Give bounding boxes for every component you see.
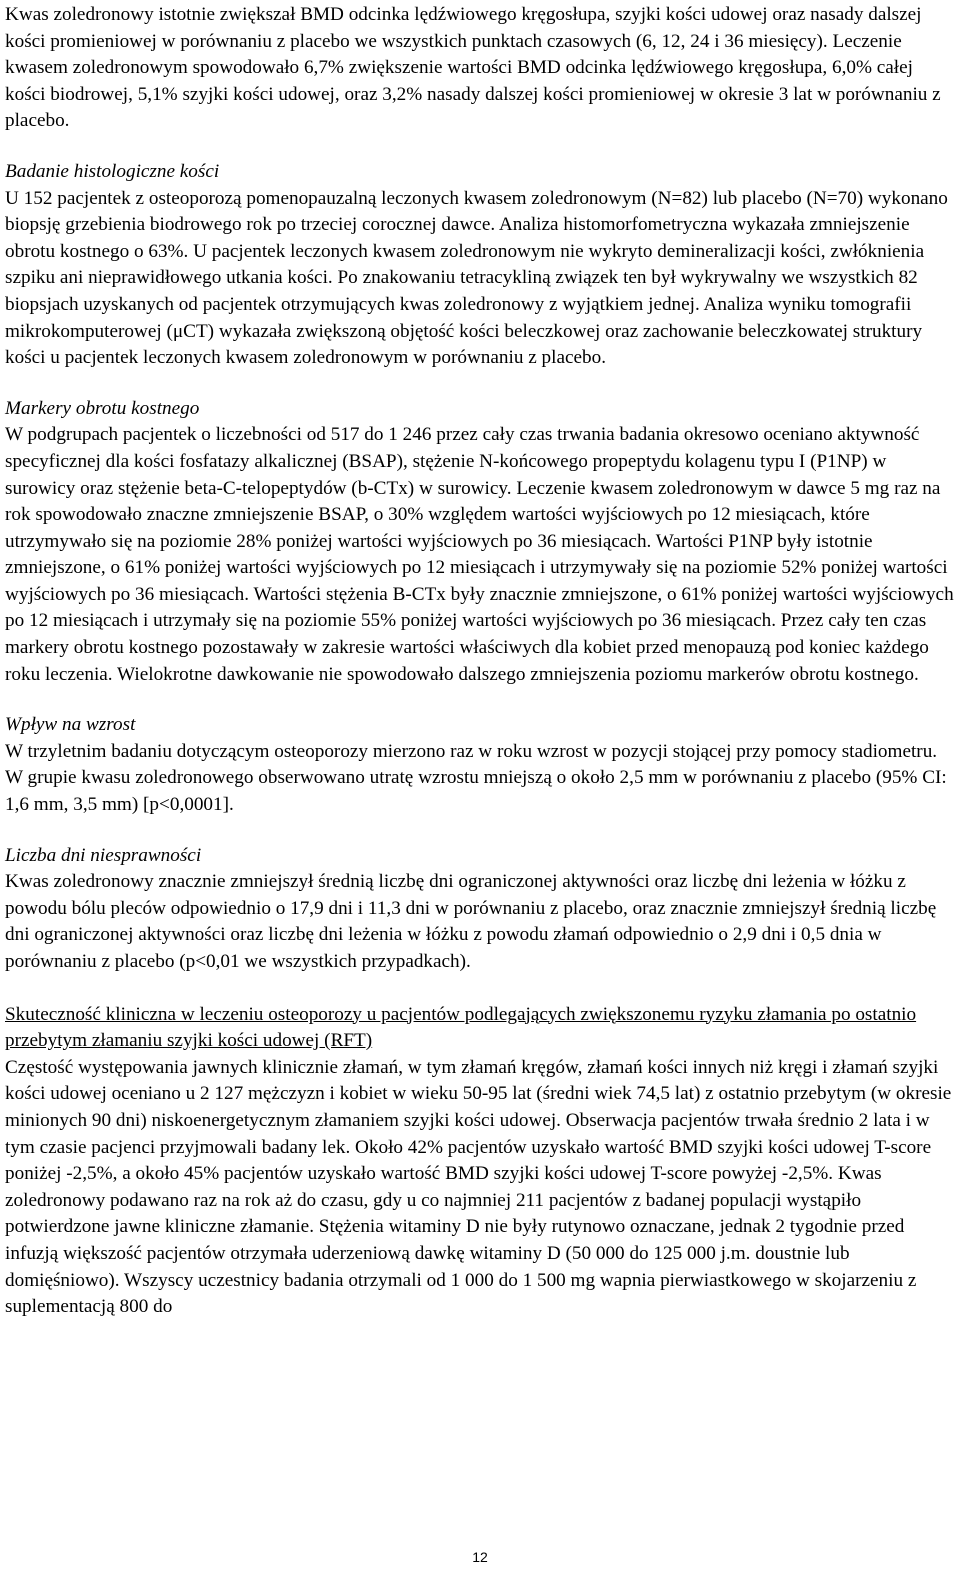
section-growth [5,712,955,818]
section-histology [5,159,955,372]
histology-heading: Badanie histologiczne kości [5,160,220,182]
section-markers [5,396,955,689]
section-disability [5,843,955,976]
rft-paragraph: Częstość występowania jawnych klinicznie złamań, w tym złamań kręgów, złamań kości innych niż kręgi i złamań szyjki kości udowej oceniano u 2 127 mężczyzn i kobiet w wieku 50-95 lat (średni wiek 74,5 lat) z ostatnio przebytym (w okresie minionych 90 dni) niskoenergetycznym złamaniem szyjki kości udowej. Obserwacja pacjentów trwała średnio 2 lata i w tym czasie pacjenci przyjmowali badany lek. Około 42% pacjentów uzyskało wartość BMD szyjki kości udowej T-score poniżej -2,5%, a około 45% pacjentów uzyskało wartość BMD szyjki kości udowej T-score powyżej -2,5%. Kwas zoledronowy podawano raz na rok aż do czasu, gdy u co najmniej 211 pacjentów z badanej populacji wystąpiło potwierdzone jawne kliniczne złamanie. Stężenia witaminy D nie były rutynowo oznaczane, jednak 2 tygodnie przed infuzją większość pacjentów otrzymała uderzeniową dawkę witaminy D (50 000 do 125 000 j.m. doustnie lub domięśniowo). Wszyscy uczestnicy badania otrzymali od 1 000 do 1 500 mg wapnia pierwiastkowego w skojarzeniu z suplementacją 800 do [5,1056,952,1318]
intro-paragraph: Kwas zoledronowy istotnie zwiększał BMD odcinka lędźwiowego kręgosłupa, szyjki kości udowej oraz nasady dalszej kości promieniowej w porównaniu z placebo we wszystkich punktach czasowych (6, 12, 24 i 36 miesięcy). Leczenie kwasem zoledronowym spowodowało 6,7% zwiększenie wartości BMD odcinka lędźwiowego kręgosłupa, 6,0% całej kości biodrowej, 5,1% szyjki kości udowej, oraz 3,2% nasady dalszej kości promieniowej w okresie 3 lat w porównaniu z placebo. [5,4,941,132]
markers-heading: Markery obrotu kostnego [5,397,200,419]
disability-paragraph: Kwas zoledronowy znacznie zmniejszył średnią liczbę dni ograniczonej aktywności oraz liczbę dni leżenia w łóżku z powodu bólu pleców odpowiednio o 17,9 dni i 11,3 dni w porównaniu z placebo, oraz znacznie zmniejszył średnią liczbę dni ograniczonej aktywności oraz liczbę dni leżenia w łóżku z powodu złamań odpowiednio o 2,9 dni i 0,5 dnia w porównaniu z placebo (p<0,01 we wszystkich przypadkach). [5,871,937,972]
section-rft [5,1002,955,1321]
page-number: 12 [472,1549,488,1565]
growth-paragraph: W trzyletnim badaniu dotyczącym osteoporozy mierzono raz w roku wzrost w pozycji stojącej przy pomocy stadiometru. W grupie kwasu zoledronowego obserwowano utratę wzrostu mniejszą o około 2,5 mm w porównaniu z placebo (95% CI: 1,6 mm, 3,5 mm) [p<0,0001]. [5,740,947,816]
histology-paragraph: U 152 pacjentek z osteoporozą pomenopauzalną leczonych kwasem zoledronowym (N=82) lub placebo (N=70) wykonano biopsję grzebienia biodrowego rok po trzeciej corocznej dawce. Analiza histomorfometryczna wykazała zmniejszenie obrotu kostnego o 63%. U pacjentek leczonych kwasem zoledronowym nie wykryto demineralizacji kości, zwłóknienia szpiku ani nieprawidłowego utkania kości. Po znakowaniu tetracykliną związek ten był wykrywalny we wszystkich 82 biopsjach uzyskanych od pacjentek otrzymujących kwas zoledronowy z wyjątkiem jednej. Analiza wyniku tomografii mikrokomputerowej (μCT) wykazała zwiększoną objętość kości beleczkowej oraz zachowanie beleczkowatej struktury kości u pacjentek leczonych kwasem zoledronowym w porównaniu z placebo. [5,187,948,369]
disability-heading: Liczba dni niesprawności [5,844,202,866]
markers-paragraph: W podgrupach pacjentek o liczebności od 517 do 1 246 przez cały czas trwania badania okresowo oceniano aktywność specyficznej dla kości fosfatazy alkalicznej (BSAP), stężenie N-końcowego propeptydu kolagenu typu I (P1NP) w surowicy oraz stężenie beta-C-telopeptydów (b-CTx) w surowicy. Leczenie kwasem zoledronowym w dawce 5 mg raz na rok spowodowało znaczne zmniejszenie BSAP, o 30% względem wartości wyjściowych po 12 miesiącach, które utrzymywało się na poziomie 28% poniżej wartości wyjściowych po 36 miesiącach. Wartości P1NP były istotnie zmniejszone, o 61% poniżej wartości wyjściowych po 12 miesiącach i utrzymywały się na poziomie 52% poniżej wartości wyjściowych po 36 miesiącach. Wartości stężenia B-CTx były znacznie zmniejszone, o 61% poniżej wartości wyjściowych po 12 miesiącach i utrzymały się na poziomie 55% poniżej wartości wyjściowych po 36 miesiącach. Przez cały ten czas markery obrotu kostnego pozostawały w zakresie wartości właściwych dla kobiet przed menopauzą pod koniec każdego roku leczenia. Wielokrotne dawkowanie nie spowodowało dalszego zmniejszenia poziomu markerów obrotu kostnego. [5,424,954,685]
growth-heading: Wpływ na wzrost [5,714,136,736]
rft-heading: Skuteczność kliniczna w leczeniu osteoporozy u pacjentów podlegających zwiększonemu ryzyku złamania po ostatnio przebytym złamaniu szyjki kości udowej (RFT) [5,1003,917,1052]
document-page [5,2,955,1321]
